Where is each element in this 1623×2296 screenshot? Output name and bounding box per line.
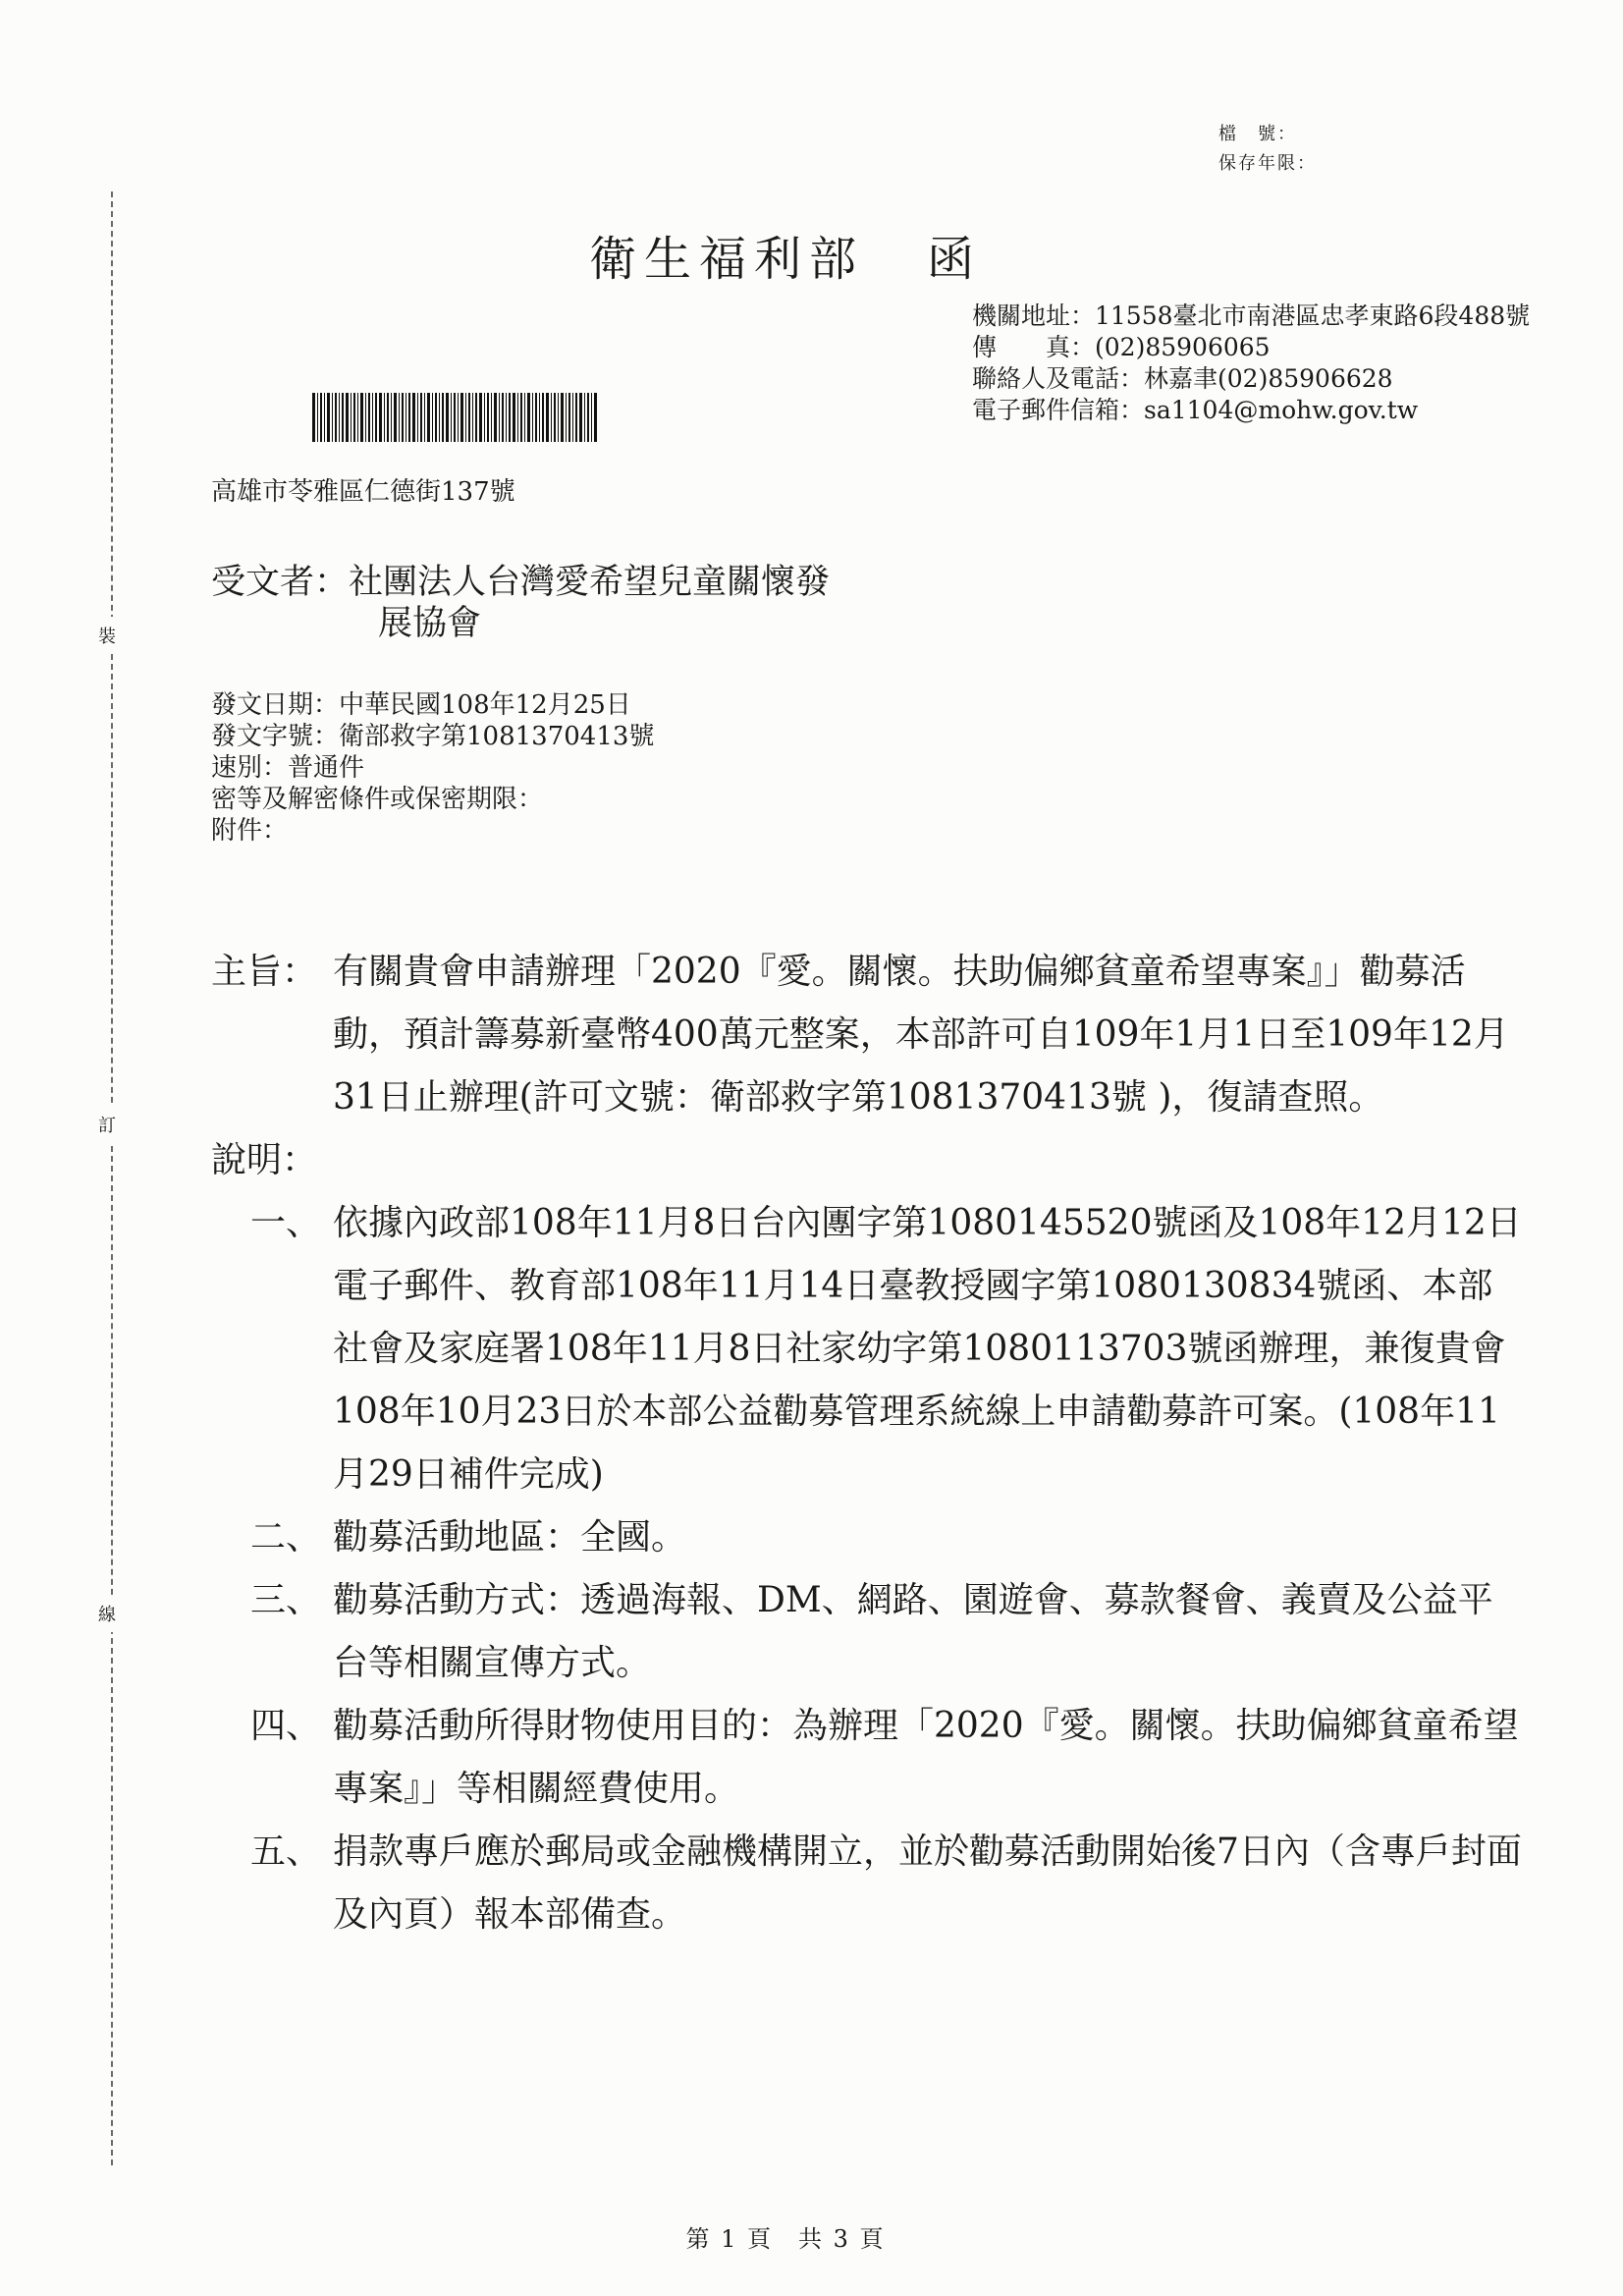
item-number: 四、 [250, 1706, 322, 1746]
document-number: 發文字號：衛部救字第1081370413號 [211, 722, 655, 751]
file-number-label: 檔 號： [1218, 124, 1297, 144]
document-body [211, 941, 1527, 1946]
recipient-name-line2: 展協會 [378, 604, 482, 643]
subject-paragraph [211, 941, 1527, 1129]
recipient-name-line1: 社團法人台灣愛希望兒童關懷發 [349, 563, 831, 602]
item-number: 一、 [250, 1203, 322, 1243]
attachments: 附件： [211, 816, 289, 846]
retention-label: 保存年限： [1218, 153, 1317, 174]
recipient-address: 高雄市苓雅區仁德街137號 [211, 477, 515, 507]
issue-date: 發文日期：中華民國108年12月25日 [211, 690, 631, 720]
recipient-block [211, 562, 830, 644]
item-text: 勸募活動地區：全國。 [333, 1517, 687, 1558]
item-text: 勸募活動方式：透過海報、DM、網路、園遊會、募款餐會、義賣及公益平台等相關宣傳方式。 [333, 1580, 1493, 1683]
item-number: 五、 [250, 1831, 322, 1872]
document-title [0, 221, 1571, 289]
document-meta [211, 689, 654, 847]
explanation-item [250, 1569, 1527, 1695]
item-text: 依據內政部108年11月8日台內團字第1080145520號函及108年12月12日電子郵件、教育部108年11月14日臺教授國字第1080130834號函、本部社會及家庭署108年11月8日社家幼字第1080113703號函辦理，兼復貴會108年10月23日於本部公益勸募管理系統線上申請勸募許可案。(108年11月29日補件完成) [333, 1203, 1522, 1495]
file-info [1218, 120, 1317, 179]
explanation-item [250, 1695, 1527, 1821]
fax-number: 傳 真：(02)85906065 [972, 333, 1271, 361]
item-number: 三、 [250, 1580, 322, 1620]
explanation-item [250, 1506, 1527, 1569]
item-text: 捐款專戶應於郵局或金融機構開立，並於勸募活動開始後7日內（含專戶封面及內頁）報本部備查。 [333, 1831, 1522, 1935]
item-text: 勸募活動所得財物使用目的：為辦理「2020『愛。關懷。扶助偏鄉貧童希望專案』」等相關經費使用。 [333, 1706, 1519, 1809]
contact-person-phone: 聯絡人及電話：林嘉聿(02)85906628 [972, 364, 1393, 393]
recipient-label: 受文者： [211, 563, 350, 602]
delivery-speed: 速別：普通件 [211, 753, 365, 783]
explanation-label: 說明： [211, 1140, 318, 1180]
subject-text: 有關貴會申請辦理「2020『愛。關懷。扶助偏鄉貧童希望專案』」勸募活動，預計籌募新臺幣400萬元整案，本部許可自109年1月1日至109年12月31日止辦理(許可文號：衛部救字第1081370413號 )，復請查照。 [333, 952, 1509, 1118]
binding-mark-middle: 訂 [98, 1106, 116, 1143]
document-type: 函 [927, 232, 983, 287]
contact-email: 電子郵件信箱：sa1104@mohw.gov.tw [972, 396, 1419, 424]
secrecy-level: 密等及解密條件或保密期限： [211, 785, 544, 814]
explanation-item [250, 1821, 1527, 1946]
agency-address: 機關地址：11558臺北市南港區忠孝東路6段488號 [972, 301, 1531, 330]
item-number: 二、 [250, 1517, 322, 1558]
page-number: 第 1 頁 共 3 頁 [685, 2225, 886, 2253]
barcode-image [312, 393, 597, 442]
agency-name: 衛生福利部 [588, 232, 864, 287]
binding-line [111, 191, 113, 2165]
binding-mark-top: 裝 [98, 617, 116, 654]
subject-label: 主旨： [211, 952, 318, 992]
contact-block [972, 301, 1530, 426]
binding-mark-bottom: 線 [98, 1595, 116, 1632]
explanation-item [250, 1192, 1527, 1506]
